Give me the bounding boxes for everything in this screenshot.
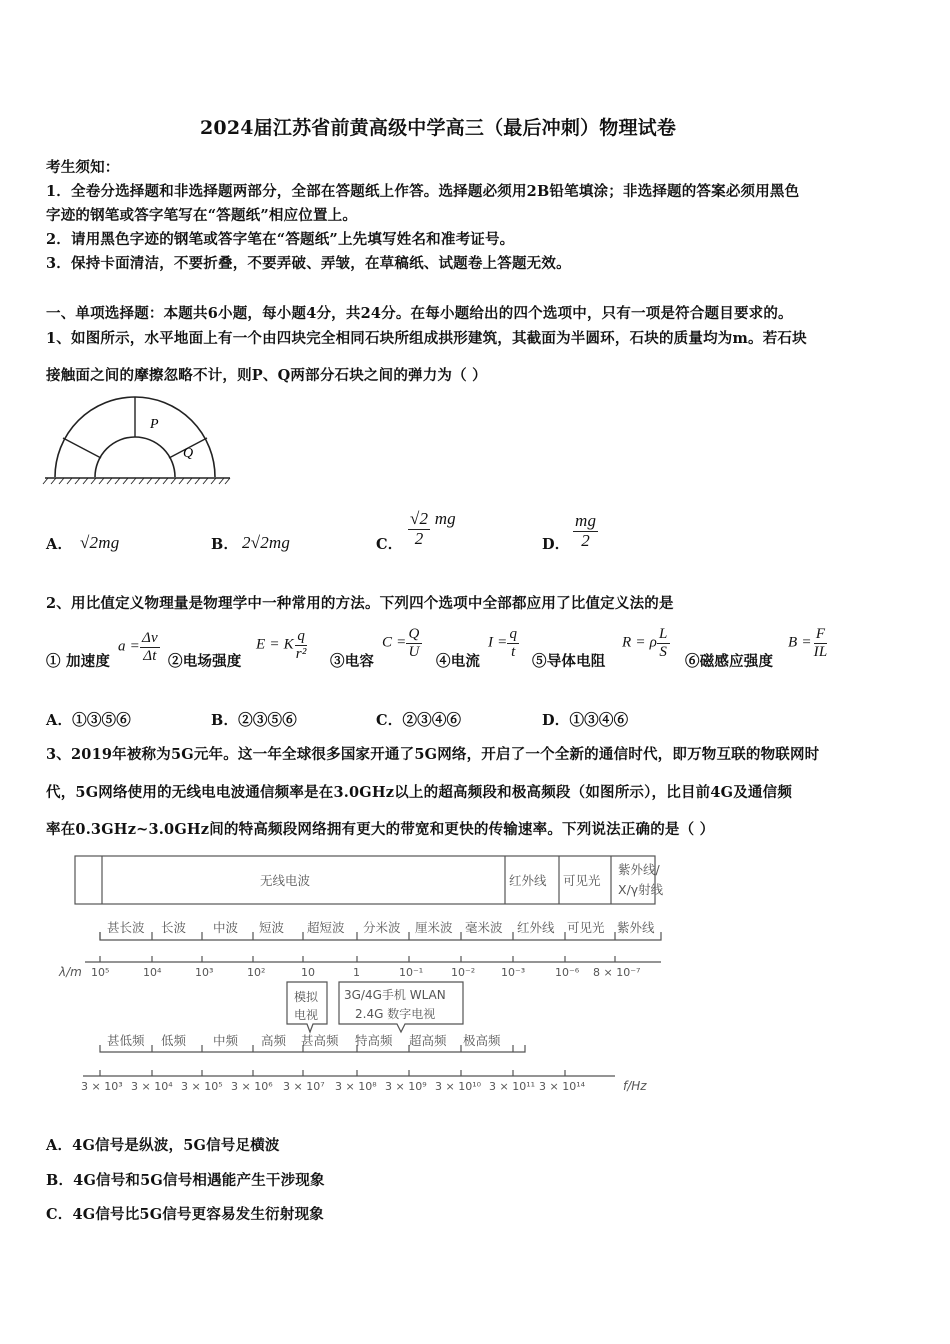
arch-diagram xyxy=(40,392,240,492)
freq-label-8: 极高频 xyxy=(463,1033,501,1048)
label-q: Q xyxy=(183,446,194,461)
mobile-box-line-2: 2.4G 数字电视 xyxy=(355,1007,436,1021)
freq-label-1: 甚低频 xyxy=(107,1033,145,1048)
q2-stem: 2、用比值定义物理量是物理学中一种常用的方法。下列四个选项中全部都应用了比值定义法的是 xyxy=(46,595,674,612)
wave-label-1: 甚长波 xyxy=(107,920,145,935)
notice-line-1a: 1．全卷分选择题和非选择题两部分，全部在答题纸上作答。选择题必须用2B铅笔填涂；非选择题的答案必须用黑色 xyxy=(46,183,800,200)
wave-label-5: 超短波 xyxy=(307,920,345,935)
freq-tick-10: 3 × 10¹⁴ xyxy=(539,1080,586,1093)
freq-label-6: 特高频 xyxy=(355,1033,393,1048)
q1-stem-line-2: 接触面之间的摩擦忽略不计，则P、Q两部分石块之间的弹力为（ ） xyxy=(46,367,487,384)
q2-formula-1: a = $\frac{\Delta v}{\Delta t}$ xyxy=(118,630,158,664)
q1-stem-line-1: 1、如图所示，水平地面上有一个由四块完全相同石块所组成拱形建筑，其截面为半圆环，石块的质量均为m。若石块 xyxy=(46,330,807,347)
q1-option-b-label: B． xyxy=(211,536,239,553)
freq-label-4: 高频 xyxy=(261,1033,287,1048)
freq-label-3: 中频 xyxy=(213,1033,239,1048)
freq-label-2: 低频 xyxy=(161,1033,187,1048)
lambda-tick-5: 10 xyxy=(301,966,315,979)
q2-formula-4: I = $\frac{q}{t}$ xyxy=(488,626,518,660)
wave-label-7: 厘米波 xyxy=(415,920,453,935)
band-infrared: 红外线 xyxy=(509,873,547,888)
q2-item-4: ④电流 xyxy=(436,653,481,670)
q2-formula-3: C = $\frac{Q}{U}$ xyxy=(382,626,420,660)
wave-label-2: 长波 xyxy=(161,920,187,935)
q3-option-c: C．4G信号比5G信号更容易发生衍射现象 xyxy=(46,1206,324,1223)
q2-item-5: ⑤导体电阻 xyxy=(532,653,606,670)
freq-tick-3: 3 × 10⁵ xyxy=(181,1080,223,1093)
page-title: 2024届江苏省前黄高级中学高三（最后冲刺）物理试卷 xyxy=(200,117,677,139)
freq-axis-unit: f/Hz xyxy=(623,1079,647,1093)
q1-option-d-value: $\frac{mg}{2}$ xyxy=(575,511,597,550)
q3-option-a: A．4G信号是纵波，5G信号足横波 xyxy=(46,1137,280,1154)
tv-box-line-2: 电视 xyxy=(294,1008,319,1022)
q3-option-b: B．4G信号和5G信号相遇能产生干涉现象 xyxy=(46,1172,325,1189)
q2-item-1: ① 加速度 xyxy=(46,653,111,670)
q3-stem-line-1: 3、2019年被称为5G元年。这一年全球很多国家开通了5G网络，开启了一个全新的通信时代，即万物互联的物联网时 xyxy=(46,746,820,763)
freq-tick-6: 3 × 10⁸ xyxy=(335,1080,377,1093)
wave-label-11: 紫外线 xyxy=(617,920,655,935)
q3-stem-line-2: 代，5G网络使用的无线电电波通信频率是在3.0GHz以上的超高频段和极高频段（如图所示），比目前4G及通信频 xyxy=(46,784,793,801)
notice-line-1b: 字迹的钢笔或答字笔写在“答题纸”相应位置上。 xyxy=(46,207,358,224)
q2-option-b: B．②③⑤⑥ xyxy=(211,712,297,729)
q2-option-d: D．①③④⑥ xyxy=(542,712,629,729)
lambda-tick-7: 10⁻¹ xyxy=(399,966,424,979)
notice-line-3: 3．保持卡面清洁，不要折叠，不要弄破、弄皱，在草稿纸、试题卷上答题无效。 xyxy=(46,255,571,272)
wave-label-6: 分米波 xyxy=(363,920,401,935)
band-uv-line-1: 紫外线/ xyxy=(618,862,660,877)
notice-heading: 考生须知： xyxy=(46,159,120,176)
freq-tick-8: 3 × 10¹⁰ xyxy=(435,1080,482,1093)
wave-label-4: 短波 xyxy=(259,920,285,935)
band-visible: 可见光 xyxy=(563,873,601,888)
q2-formula-6: B = $\frac{F}{IL}$ xyxy=(788,626,828,660)
q1-option-c-value: $\frac{√2}{2}$ mg xyxy=(410,509,456,548)
q2-option-c: C．②③④⑥ xyxy=(376,712,462,729)
notice-line-2: 2．请用黑色字迹的钢笔或答字笔在“答题纸”上先填写姓名和准考证号。 xyxy=(46,231,515,248)
section-heading: 一、单项选择题：本题共6小题，每小题4分，共24分。在每小题给出的四个选项中，只有一项是符合题目要求的。 xyxy=(46,305,793,322)
freq-tick-2: 3 × 10⁴ xyxy=(131,1080,173,1093)
q1-option-a-label: A． xyxy=(46,536,73,553)
wave-label-3: 中波 xyxy=(213,920,239,935)
band-uv-line-2: X/γ射线 xyxy=(618,882,664,897)
lambda-tick-8: 10⁻² xyxy=(451,966,476,979)
lambda-tick-4: 10² xyxy=(247,966,266,979)
lambda-tick-3: 10³ xyxy=(195,966,214,979)
lambda-tick-1: 10⁵ xyxy=(91,966,110,979)
freq-tick-4: 3 × 10⁶ xyxy=(231,1080,273,1093)
lambda-tick-9: 10⁻³ xyxy=(501,966,526,979)
freq-tick-7: 3 × 10⁹ xyxy=(385,1080,427,1093)
freq-label-5: 甚高频 xyxy=(301,1033,339,1048)
q2-item-2: ②电场强度 xyxy=(168,653,242,670)
label-p: P xyxy=(150,417,159,432)
q1-option-a-value: √2mg xyxy=(80,533,120,552)
q2-formula-2: E = K $\frac{q}{\text{r²}}$ xyxy=(256,628,307,662)
q1-option-d-label: D． xyxy=(542,536,570,553)
lambda-tick-6: 1 xyxy=(353,966,360,979)
tv-box-line-1: 模拟 xyxy=(294,990,319,1004)
wave-label-9: 红外线 xyxy=(517,920,555,935)
q3-stem-line-3: 率在0.3GHz~3.0GHz间的特高频段网络拥有更大的带宽和更快的传输速率。下列说法正确的是（ ） xyxy=(46,821,715,838)
band-radio: 无线电波 xyxy=(260,873,311,888)
q2-option-a: A．①③⑤⑥ xyxy=(46,712,131,729)
q1-option-b-value: 2√2mg xyxy=(242,533,291,552)
freq-tick-9: 3 × 10¹¹ xyxy=(489,1080,536,1093)
spectrum-diagram xyxy=(55,852,695,1102)
q2-formula-5: R = ρ $\frac{L}{S}$ xyxy=(622,626,668,660)
freq-tick-5: 3 × 10⁷ xyxy=(283,1080,325,1093)
q2-item-6: ⑥磁感应强度 xyxy=(685,653,774,670)
lambda-tick-11: 8 × 10⁻⁷ xyxy=(593,966,641,979)
lambda-tick-10: 10⁻⁶ xyxy=(555,966,580,979)
freq-tick-1: 3 × 10³ xyxy=(81,1080,123,1093)
wave-label-10: 可见光 xyxy=(567,920,605,935)
lambda-axis-unit: λ/m xyxy=(59,965,82,979)
wave-label-8: 毫米波 xyxy=(465,920,503,935)
q2-item-3: ③电容 xyxy=(330,653,375,670)
lambda-tick-2: 10⁴ xyxy=(143,966,162,979)
freq-label-7: 超高频 xyxy=(409,1033,447,1048)
mobile-box-line-1: 3G/4G手机 WLAN xyxy=(344,988,446,1002)
q1-option-c-label: C． xyxy=(376,536,403,553)
